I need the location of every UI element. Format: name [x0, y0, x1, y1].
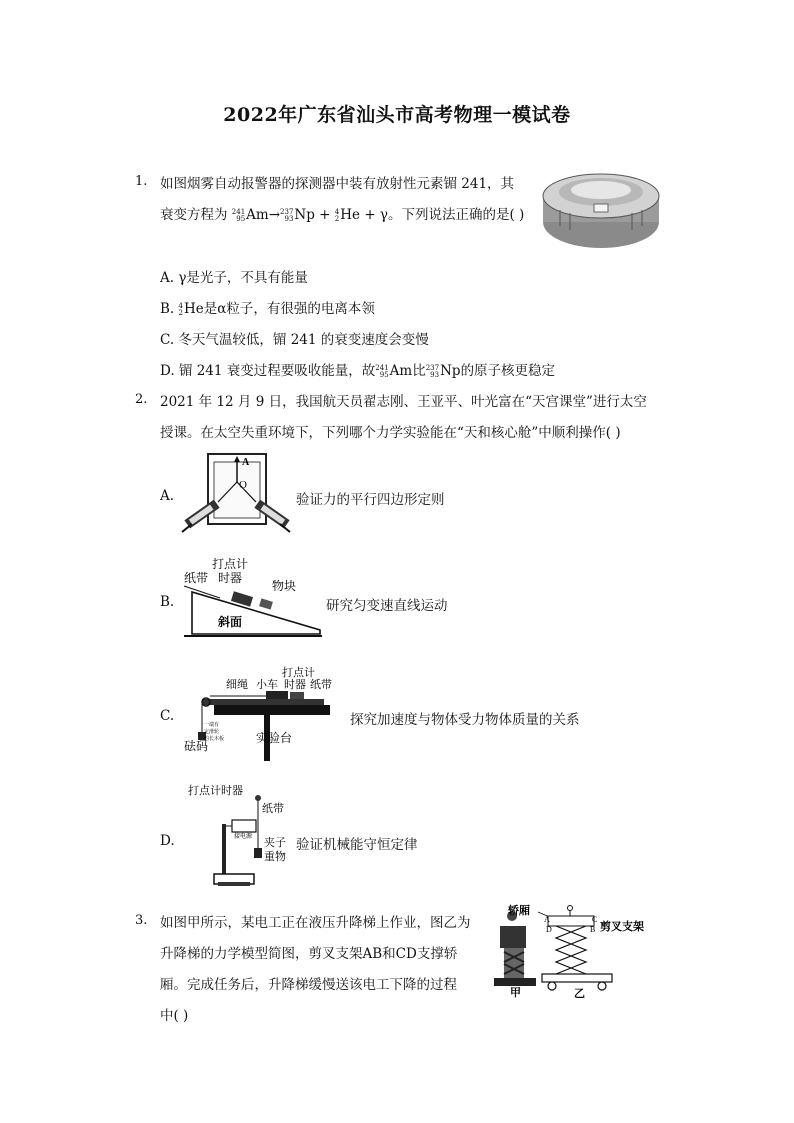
svg-text:接电源: 接电源: [234, 834, 253, 840]
svg-text:纸带: 纸带: [184, 571, 209, 585]
plus-symbol: + γ。: [360, 207, 402, 223]
svg-text:甲: 甲: [510, 987, 521, 998]
scissor-lift-figure: [490, 898, 660, 998]
option-b: B. 4 2 He是α粒子，有很强的电离本领: [160, 301, 375, 317]
element-symbol: He: [340, 207, 361, 223]
label-A: A: [242, 457, 250, 468]
svg-text:D: D: [546, 925, 552, 934]
svg-text:打点计: 打点计: [282, 667, 315, 679]
nuclide-notation: 241 95: [375, 363, 389, 379]
svg-text:的长木板: 的长木板: [204, 737, 225, 742]
svg-text:B: B: [590, 925, 596, 934]
svg-text:细绳: 细绳: [226, 679, 248, 691]
nuclide-notation: 237 93: [280, 207, 294, 223]
nuclide-notation: 241 95: [231, 207, 246, 223]
svg-text:纸带: 纸带: [262, 803, 284, 815]
question-text: 衰变方程为: [160, 207, 228, 223]
svg-text:A: A: [544, 915, 550, 924]
option-d: D. 镅 241 衰变过程要吸收能量，故 241 95 Am比 237 93 Np的原子核更稳定: [160, 363, 556, 379]
question-text: 厢。完成任务后，升降梯缓慢送该电工下降的过程: [160, 977, 457, 993]
question-text: 如图烟雾自动报警器的探测器中装有放射性元素镅 241，其: [160, 176, 515, 192]
question-text: 下列说法正确的是( ): [401, 207, 525, 223]
question-number: 1.: [135, 174, 148, 189]
svg-text:时器: 时器: [284, 679, 306, 691]
element-symbol: Am: [389, 363, 413, 379]
svg-text:定滑轮: 定滑轮: [204, 730, 220, 735]
question-number: 2.: [135, 392, 148, 407]
element-symbol: Np: [440, 363, 461, 379]
option-text: 验证力的平行四边形定则: [296, 492, 445, 508]
svg-text:重物: 重物: [264, 851, 286, 863]
question-text: 授课。在太空失重环境下，下列哪个力学实验能在“天和核心舱”中顺利操作( ): [160, 425, 621, 441]
element-symbol: Np: [294, 207, 315, 223]
svg-text:轿厢: 轿厢: [508, 905, 530, 917]
svg-text:打点计时器: 打点计时器: [188, 785, 243, 797]
svg-text:乙: 乙: [574, 988, 585, 998]
question-text: 升降梯的力学模型简图，剪叉支架AB和CD支撑轿: [160, 946, 458, 962]
option-text: 探究加速度与物体受力物体质量的关系: [350, 712, 580, 728]
force-parallelogram-figure: [180, 452, 292, 544]
option-c: C. 冬天气温较低，镅 241 的衰变速度会变慢: [160, 332, 429, 348]
document-title: 2022年广东省汕头市高考物理一模试卷: [223, 104, 571, 126]
plus-symbol: +: [314, 207, 335, 223]
svg-text:打点计: 打点计: [212, 557, 249, 571]
nuclide-notation: 4 2: [178, 301, 183, 317]
nuclide-notation: 237 93: [425, 363, 440, 379]
option-text: 研究匀变速直线运动: [326, 598, 448, 614]
arrow-symbol: →: [268, 207, 281, 223]
element-symbol: Am: [246, 207, 269, 223]
svg-text:夹子: 夹子: [264, 837, 286, 849]
smoke-detector-image: [540, 166, 662, 256]
question-text-equation-line: [160, 203, 524, 223]
option-text: 验证机械能守恒定律: [296, 837, 418, 853]
option-letter: C.: [160, 708, 175, 724]
svg-text:剪叉支架: 剪叉支架: [600, 921, 644, 933]
svg-text:实验台: 实验台: [256, 731, 293, 745]
option-a: A. γ是光子，不具有能量: [160, 270, 308, 286]
question-number: 3.: [135, 913, 148, 928]
question-text: 中( ): [160, 1008, 189, 1024]
svg-text:斜面: 斜面: [218, 615, 243, 629]
element-symbol: He: [183, 301, 204, 317]
mechanical-energy-figure: [180, 778, 292, 890]
nuclide-notation: 4 2: [334, 207, 340, 223]
option-letter: D.: [160, 833, 175, 849]
svg-text:一端有: 一端有: [204, 723, 220, 728]
svg-text:纸带: 纸带: [310, 679, 332, 691]
svg-text:时器: 时器: [218, 571, 243, 585]
svg-text:小车: 小车: [256, 679, 278, 691]
svg-text:砝码: 砝码: [184, 739, 209, 753]
acceleration-experiment-figure: [180, 662, 340, 770]
inclined-plane-figure: [180, 556, 325, 642]
question-text: 如图甲所示，某电工正在液压升降梯上作业，图乙为: [160, 915, 471, 931]
question-text: 2021 年 12 月 9 日，我国航天员翟志刚、王亚平、叶光富在“天宫课堂”进行太空: [160, 394, 647, 410]
svg-text:物块: 物块: [272, 579, 297, 593]
option-letter: B.: [160, 594, 175, 610]
label-O: O: [239, 479, 247, 491]
svg-text:C: C: [592, 915, 598, 924]
option-letter: A.: [160, 488, 175, 504]
